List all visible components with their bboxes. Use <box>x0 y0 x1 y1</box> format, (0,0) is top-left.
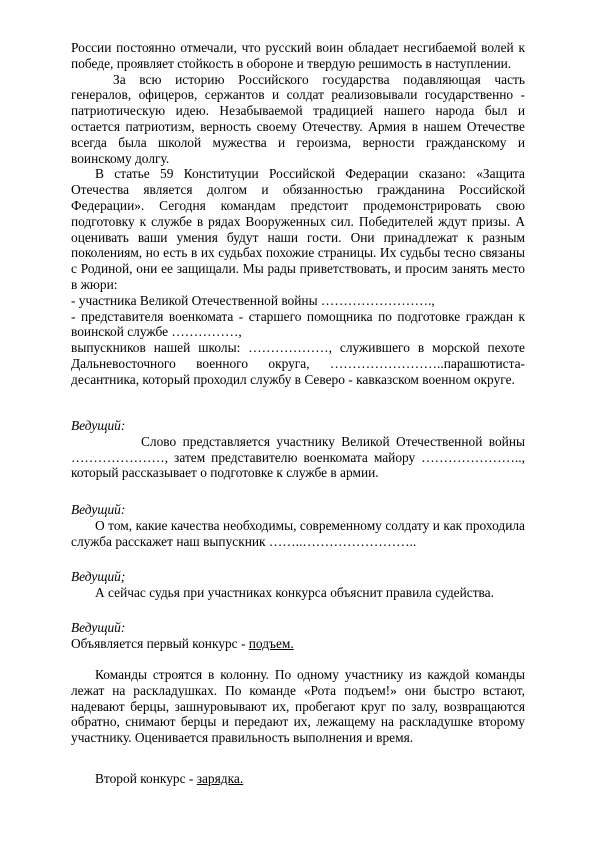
host-label: Ведущий: <box>71 418 126 433</box>
second-contest-text: Второй конкурс - <box>95 771 197 786</box>
host-speech-veteran: Слово представляется участнику Великой Отечественной войны …………………, затем представителю военкомата майору ………………….., который рассказывает о подготовке к службе в армии. <box>71 433 525 481</box>
host-speech-judge: А сейчас судья при участниках конкурса объяснит правила судейства. <box>95 584 494 600</box>
host-section-2 <box>71 502 525 549</box>
second-contest-name: зарядка. <box>196 771 244 786</box>
jury-item-military-office: - представителя военкомата - старшего помощника по подготовке граждан к воинской службе ……………, <box>71 308 525 340</box>
host-label: Ведущий: <box>71 620 126 635</box>
first-contest-name: подъем. <box>248 635 294 651</box>
jury-item-veteran: - участника Великой Отечественной войны ……………………., <box>71 292 435 308</box>
first-contest-text: Объявляется первый конкурс - <box>71 635 249 651</box>
paragraph-victory-will: России постоянно отмечали, что русский воин обладает несгибаемой волей к победе, проявляет стойкость в обороне и твердую решимость в наступлении. <box>71 40 525 71</box>
contest-rules-section <box>71 667 525 746</box>
host-section-1 <box>71 418 525 481</box>
intro-section <box>71 40 525 388</box>
paragraph-constitution: В статье 59 Конституции Российской Федерации сказано: «Защита Отечества является долгом и обязанностью гражданина Российской Федерации». Сегодня командам предстоит продемонстрировать свою подготовку к службе в рядах Вооруженных сил. Победителей ждут призы. А оценивать ваши умения будут наши гости. Они принадлежат к разным поколениям, но есть в их судьбах похожие страницы. Их судьбы тесно связаны с Родиной, они ее защищали. Мы рады приветствовать, и просим занять место в жюри: <box>71 166 525 292</box>
paragraph-contest-rules: Команды строятся в колонну. По одному участнику из каждой команды лежат на раскладушках. По команде «Рота подъем!» они быстро встают, надевают берцы, зашнуровывают их, пробегают круг по залу, возвращаются обратно, снимают берцы и передают их, лежащему на раскладушке второму участнику. Оценивается правильность выполнения и время. <box>71 667 525 746</box>
host-section-4 <box>71 620 525 652</box>
second-contest-announcement <box>71 771 525 787</box>
host-speech-graduate: О том, какие качества необходимы, современному солдату и как проходила служба расскажет наш выпускник ……..…………………….. <box>71 517 525 549</box>
host-label: Ведущий: <box>71 502 126 517</box>
host-label: Ведущий; <box>71 569 126 584</box>
first-contest-announcement <box>71 636 525 652</box>
paragraph-patriotism: За всю историю Российского государства подавляющая часть генералов, офицеров, сержантов и солдат реализовывали государственно - патриотическую идею. Незабываемой традицией нашего народа был и остается патриотизм, верность своему Отечеству. Армия в нашем Отечестве всегда была школой мужества и героизма, верности гражданскому и воинскому долгу. <box>71 71 525 166</box>
second-contest-section <box>71 771 525 787</box>
jury-item-graduates: выпускников нашей школы: ………………, служившего в морской пехоте Дальневосточного военного округа, ……………………..парашютиста-десантника, который проходил службу в Северо - кавказском военном округе. <box>71 340 525 387</box>
host-section-3 <box>71 569 525 601</box>
